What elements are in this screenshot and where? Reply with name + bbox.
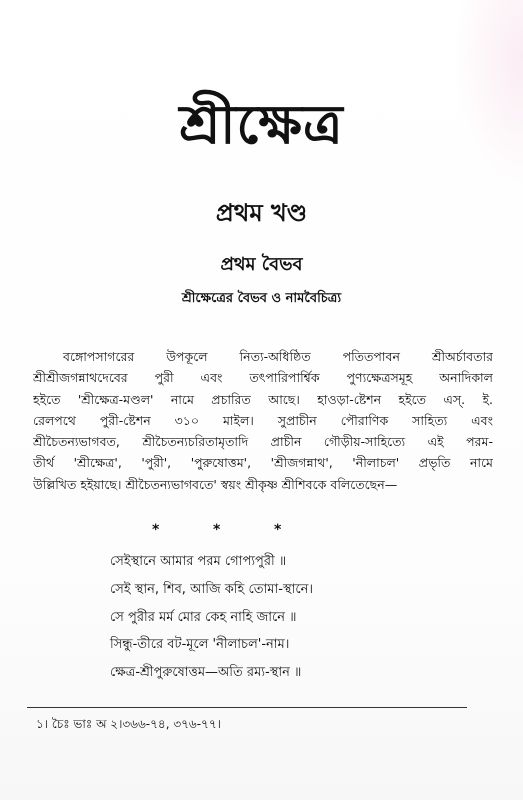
separator-star: *: [213, 522, 221, 538]
footnote-divider: [27, 707, 467, 708]
verse-line: সিন্ধু-তীরে বট-মূলে 'নীলাচল'-নাম।: [110, 637, 290, 653]
page-title: শ্রীক্ষেত্র: [179, 92, 344, 156]
body-line: তীর্থ 'শ্রীক্ষেত্র', 'পুরী', 'পুরুষোত্তম', 'শ্রীজগন্নাথ', 'নীলাচল' প্রভৃতি নামে: [33, 455, 493, 471]
separator-star: *: [152, 522, 160, 538]
verse-line: ক্ষেত্র-শ্রীপুরুষোত্তম—অতি রম্য-স্থান ॥: [110, 665, 302, 681]
verse-line: সে পুরীর মর্ম মোর কেহ নাহি জানে ॥: [110, 609, 297, 625]
body-line: রেলপথে পুরী-ষ্টেশন ৩১০ মাইল। সুপ্রাচীন পৌরাণিক সাহিত্য এবং: [33, 412, 493, 428]
body-line: শ্রীশ্রীজগন্নাথদেবের পুরী এবং তৎপারিপার্শ্বিক পুণ্যক্ষেত্রসমূহ অনাদিকাল: [33, 370, 493, 386]
footnote: ১। চৈঃ ভাঃ অ ২।৩৬৬-৭৪, ৩৭৬-৭৭।: [36, 717, 221, 731]
chapter-heading: শ্রীক্ষেত্রের বৈভব ও নামবৈচিত্র্য: [181, 291, 342, 306]
separator-star: *: [274, 522, 282, 538]
section-separator: [0, 522, 523, 542]
verse-line: সেইস্থানে আমার পরম গোপ্যপুরী ॥: [110, 554, 287, 569]
body-line: উল্লিখিত হইয়াছে। শ্রীচৈতন্যভাগবতে' স্বয়ং শ্রীকৃষ্ণ শ্রীশিবকে বলিতেছেন—: [33, 476, 398, 492]
body-line: বঙ্গোপসাগরের উপকূলে নিত্য-অধিষ্ঠিত পতিতপাবন শ্রীঅর্চাবতার: [63, 349, 493, 364]
body-line: হইতে 'শ্রীক্ষেত্র-মণ্ডল' নামে প্রচারিত আছে। হাওড়া-ষ্টেশন হইতে এস্. ই.: [33, 391, 493, 407]
body-paragraph: [33, 346, 493, 495]
section-title: প্রথম বৈভব: [220, 254, 303, 275]
verse-block: [110, 548, 510, 687]
volume-subtitle: প্রথম খণ্ড: [215, 199, 308, 227]
verse-line: সেই স্থান, শিব, আজি কহি তোমা-স্থানে।: [110, 581, 313, 597]
body-line: শ্রীচৈতন্যভাগবত, শ্রীচৈতন্যচরিতামৃতাদি প্রাচীন গৌড়ীয়-সাহিত্যে এই পরম-: [33, 434, 493, 450]
